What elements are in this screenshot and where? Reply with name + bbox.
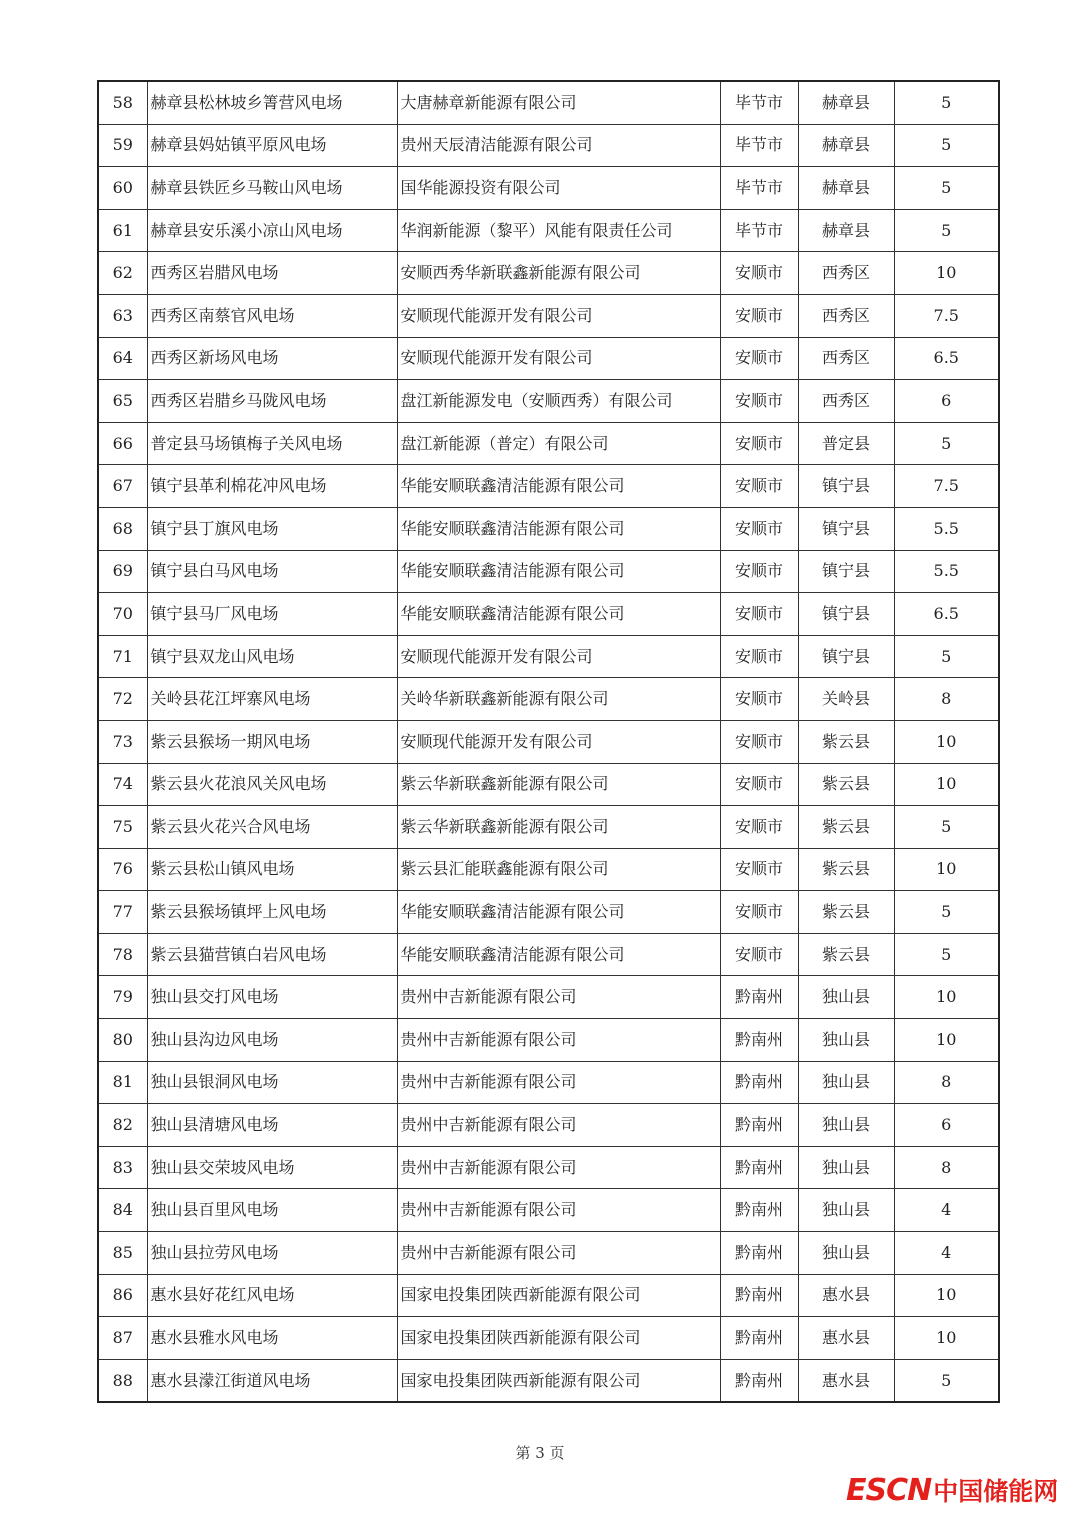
capacity-cell: 5 — [894, 806, 999, 849]
company-name-cell: 安顺现代能源开发有限公司 — [397, 337, 720, 380]
company-name-cell: 关岭华新联鑫新能源有限公司 — [397, 678, 720, 721]
county-cell: 惠水县 — [798, 1274, 894, 1317]
table-row — [98, 294, 999, 337]
city-cell: 安顺市 — [720, 422, 798, 465]
table-row — [98, 635, 999, 678]
company-name-cell: 贵州中吉新能源有限公司 — [397, 1232, 720, 1275]
table-row — [98, 465, 999, 508]
county-cell: 独山县 — [798, 1019, 894, 1062]
county-cell: 紫云县 — [798, 763, 894, 806]
city-cell: 安顺市 — [720, 252, 798, 295]
wind-farm-name-cell: 惠水县濛江街道风电场 — [147, 1359, 397, 1402]
watermark-cn: 中国储能网 — [933, 1477, 1059, 1506]
company-name-cell: 贵州中吉新能源有限公司 — [397, 1019, 720, 1062]
capacity-cell: 5 — [894, 891, 999, 934]
capacity-cell: 10 — [894, 720, 999, 763]
city-cell: 安顺市 — [720, 507, 798, 550]
company-name-cell: 贵州中吉新能源有限公司 — [397, 1189, 720, 1232]
city-cell: 黔南州 — [720, 1189, 798, 1232]
company-name-cell: 华能安顺联鑫清洁能源有限公司 — [397, 550, 720, 593]
county-cell: 西秀区 — [798, 252, 894, 295]
capacity-cell: 8 — [894, 1146, 999, 1189]
city-cell: 安顺市 — [720, 720, 798, 763]
county-cell: 独山县 — [798, 976, 894, 1019]
table-row — [98, 763, 999, 806]
wind-farm-name-cell: 镇宁县丁旗风电场 — [147, 507, 397, 550]
county-cell: 赫章县 — [798, 81, 894, 124]
county-cell: 镇宁县 — [798, 593, 894, 636]
row-number-cell: 72 — [98, 678, 147, 721]
capacity-cell: 10 — [894, 848, 999, 891]
row-number-cell: 68 — [98, 507, 147, 550]
capacity-cell: 7.5 — [894, 465, 999, 508]
table-row — [98, 1146, 999, 1189]
watermark-en: ESCN — [846, 1472, 932, 1508]
table-row — [98, 1104, 999, 1147]
capacity-cell: 5 — [894, 81, 999, 124]
wind-farm-name-cell: 独山县清塘风电场 — [147, 1104, 397, 1147]
wind-farm-name-cell: 独山县银洞风电场 — [147, 1061, 397, 1104]
wind-farm-name-cell: 西秀区南蔡官风电场 — [147, 294, 397, 337]
row-number-cell: 79 — [98, 976, 147, 1019]
city-cell: 安顺市 — [720, 294, 798, 337]
capacity-cell: 10 — [894, 252, 999, 295]
county-cell: 紫云县 — [798, 891, 894, 934]
table-row — [98, 593, 999, 636]
capacity-cell: 10 — [894, 1019, 999, 1062]
capacity-cell: 5 — [894, 933, 999, 976]
row-number-cell: 88 — [98, 1359, 147, 1402]
table-row — [98, 507, 999, 550]
table-row — [98, 209, 999, 252]
wind-farm-name-cell: 紫云县猴场一期风电场 — [147, 720, 397, 763]
row-number-cell: 86 — [98, 1274, 147, 1317]
company-name-cell: 华能安顺联鑫清洁能源有限公司 — [397, 465, 720, 508]
table-row — [98, 1019, 999, 1062]
company-name-cell: 安顺现代能源开发有限公司 — [397, 635, 720, 678]
city-cell: 黔南州 — [720, 1061, 798, 1104]
company-name-cell: 盘江新能源（普定）有限公司 — [397, 422, 720, 465]
capacity-cell: 6.5 — [894, 337, 999, 380]
county-cell: 独山县 — [798, 1232, 894, 1275]
table-row — [98, 337, 999, 380]
wind-farm-name-cell: 西秀区岩腊风电场 — [147, 252, 397, 295]
table-row — [98, 1232, 999, 1275]
wind-farm-name-cell: 独山县沟边风电场 — [147, 1019, 397, 1062]
company-name-cell: 安顺西秀华新联鑫新能源有限公司 — [397, 252, 720, 295]
company-name-cell: 国家电投集团陕西新能源有限公司 — [397, 1317, 720, 1360]
county-cell: 关岭县 — [798, 678, 894, 721]
table-row — [98, 976, 999, 1019]
county-cell: 惠水县 — [798, 1359, 894, 1402]
row-number-cell: 81 — [98, 1061, 147, 1104]
company-name-cell: 国家电投集团陕西新能源有限公司 — [397, 1359, 720, 1402]
wind-farm-name-cell: 紫云县猫营镇白岩风电场 — [147, 933, 397, 976]
capacity-cell: 5 — [894, 167, 999, 210]
city-cell: 黔南州 — [720, 1019, 798, 1062]
city-cell: 黔南州 — [720, 976, 798, 1019]
company-name-cell: 华能安顺联鑫清洁能源有限公司 — [397, 507, 720, 550]
row-number-cell: 75 — [98, 806, 147, 849]
row-number-cell: 63 — [98, 294, 147, 337]
company-name-cell: 国家电投集团陕西新能源有限公司 — [397, 1274, 720, 1317]
county-cell: 独山县 — [798, 1146, 894, 1189]
company-name-cell: 盘江新能源发电（安顺西秀）有限公司 — [397, 380, 720, 423]
company-name-cell: 国华能源投资有限公司 — [397, 167, 720, 210]
table-row — [98, 1317, 999, 1360]
wind-farm-name-cell: 西秀区新场风电场 — [147, 337, 397, 380]
row-number-cell: 82 — [98, 1104, 147, 1147]
row-number-cell: 87 — [98, 1317, 147, 1360]
capacity-cell: 6.5 — [894, 593, 999, 636]
county-cell: 赫章县 — [798, 124, 894, 167]
county-cell: 西秀区 — [798, 337, 894, 380]
county-cell: 赫章县 — [798, 209, 894, 252]
row-number-cell: 73 — [98, 720, 147, 763]
capacity-cell: 10 — [894, 976, 999, 1019]
wind-farm-name-cell: 紫云县松山镇风电场 — [147, 848, 397, 891]
company-name-cell: 贵州天辰清洁能源有限公司 — [397, 124, 720, 167]
wind-farm-name-cell: 独山县交打风电场 — [147, 976, 397, 1019]
row-number-cell: 70 — [98, 593, 147, 636]
capacity-cell: 5 — [894, 1359, 999, 1402]
city-cell: 黔南州 — [720, 1317, 798, 1360]
company-name-cell: 贵州中吉新能源有限公司 — [397, 976, 720, 1019]
table-row — [98, 1061, 999, 1104]
county-cell: 惠水县 — [798, 1317, 894, 1360]
row-number-cell: 58 — [98, 81, 147, 124]
city-cell: 黔南州 — [720, 1232, 798, 1275]
table-row — [98, 933, 999, 976]
row-number-cell: 66 — [98, 422, 147, 465]
row-number-cell: 59 — [98, 124, 147, 167]
city-cell: 毕节市 — [720, 81, 798, 124]
city-cell: 安顺市 — [720, 678, 798, 721]
city-cell: 安顺市 — [720, 848, 798, 891]
table-row — [98, 806, 999, 849]
escn-watermark-logo — [846, 1470, 1058, 1510]
company-name-cell: 华润新能源（黎平）风能有限责任公司 — [397, 209, 720, 252]
capacity-cell: 4 — [894, 1232, 999, 1275]
city-cell: 黔南州 — [720, 1104, 798, 1147]
company-name-cell: 贵州中吉新能源有限公司 — [397, 1061, 720, 1104]
table-row — [98, 550, 999, 593]
capacity-cell: 7.5 — [894, 294, 999, 337]
company-name-cell: 大唐赫章新能源有限公司 — [397, 81, 720, 124]
table-row — [98, 891, 999, 934]
table-row — [98, 252, 999, 295]
county-cell: 紫云县 — [798, 806, 894, 849]
capacity-cell: 5 — [894, 209, 999, 252]
row-number-cell: 71 — [98, 635, 147, 678]
capacity-cell: 10 — [894, 1317, 999, 1360]
wind-farm-name-cell: 独山县交荣坡风电场 — [147, 1146, 397, 1189]
county-cell: 紫云县 — [798, 720, 894, 763]
capacity-cell: 4 — [894, 1189, 999, 1232]
row-number-cell: 61 — [98, 209, 147, 252]
city-cell: 安顺市 — [720, 380, 798, 423]
county-cell: 赫章县 — [798, 167, 894, 210]
row-number-cell: 74 — [98, 763, 147, 806]
county-cell: 紫云县 — [798, 848, 894, 891]
county-cell: 普定县 — [798, 422, 894, 465]
county-cell: 镇宁县 — [798, 635, 894, 678]
wind-farm-name-cell: 独山县百里风电场 — [147, 1189, 397, 1232]
company-name-cell: 华能安顺联鑫清洁能源有限公司 — [397, 891, 720, 934]
company-name-cell: 贵州中吉新能源有限公司 — [397, 1146, 720, 1189]
city-cell: 黔南州 — [720, 1359, 798, 1402]
row-number-cell: 76 — [98, 848, 147, 891]
row-number-cell: 80 — [98, 1019, 147, 1062]
capacity-cell: 8 — [894, 678, 999, 721]
capacity-cell: 5.5 — [894, 550, 999, 593]
row-number-cell: 69 — [98, 550, 147, 593]
county-cell: 独山县 — [798, 1061, 894, 1104]
capacity-cell: 6 — [894, 380, 999, 423]
wind-farm-name-cell: 赫章县铁匠乡马鞍山风电场 — [147, 167, 397, 210]
table-row — [98, 167, 999, 210]
county-cell: 独山县 — [798, 1189, 894, 1232]
wind-farm-name-cell: 赫章县安乐溪小凉山风电场 — [147, 209, 397, 252]
table-row — [98, 1359, 999, 1402]
table-row — [98, 848, 999, 891]
company-name-cell: 安顺现代能源开发有限公司 — [397, 294, 720, 337]
capacity-cell: 8 — [894, 1061, 999, 1104]
county-cell: 独山县 — [798, 1104, 894, 1147]
county-cell: 西秀区 — [798, 380, 894, 423]
city-cell: 安顺市 — [720, 933, 798, 976]
table-row — [98, 720, 999, 763]
city-cell: 毕节市 — [720, 209, 798, 252]
city-cell: 毕节市 — [720, 167, 798, 210]
wind-farm-name-cell: 紫云县火花浪风关风电场 — [147, 763, 397, 806]
city-cell: 安顺市 — [720, 593, 798, 636]
county-cell: 镇宁县 — [798, 550, 894, 593]
wind-farm-name-cell: 普定县马场镇梅子关风电场 — [147, 422, 397, 465]
row-number-cell: 65 — [98, 380, 147, 423]
table-row — [98, 1274, 999, 1317]
company-name-cell: 紫云华新联鑫新能源有限公司 — [397, 763, 720, 806]
city-cell: 安顺市 — [720, 806, 798, 849]
company-name-cell: 华能安顺联鑫清洁能源有限公司 — [397, 593, 720, 636]
wind-farm-name-cell: 镇宁县革利棉花冲风电场 — [147, 465, 397, 508]
row-number-cell: 84 — [98, 1189, 147, 1232]
company-name-cell: 紫云县汇能联鑫能源有限公司 — [397, 848, 720, 891]
wind-farm-name-cell: 赫章县松林坡乡箐营风电场 — [147, 81, 397, 124]
wind-farm-name-cell: 惠水县雅水风电场 — [147, 1317, 397, 1360]
row-number-cell: 62 — [98, 252, 147, 295]
page-number: 第 3 页 — [515, 1444, 565, 1462]
row-number-cell: 77 — [98, 891, 147, 934]
wind-farm-name-cell: 紫云县猴场镇坪上风电场 — [147, 891, 397, 934]
row-number-cell: 60 — [98, 167, 147, 210]
city-cell: 安顺市 — [720, 550, 798, 593]
row-number-cell: 85 — [98, 1232, 147, 1275]
capacity-cell: 5.5 — [894, 507, 999, 550]
row-number-cell: 67 — [98, 465, 147, 508]
row-number-cell: 78 — [98, 933, 147, 976]
table-row — [98, 678, 999, 721]
company-name-cell: 安顺现代能源开发有限公司 — [397, 720, 720, 763]
city-cell: 安顺市 — [720, 635, 798, 678]
capacity-cell: 10 — [894, 1274, 999, 1317]
capacity-cell: 6 — [894, 1104, 999, 1147]
city-cell: 黔南州 — [720, 1274, 798, 1317]
city-cell: 毕节市 — [720, 124, 798, 167]
table-row — [98, 1189, 999, 1232]
wind-farm-name-cell: 镇宁县马厂风电场 — [147, 593, 397, 636]
table-row — [98, 81, 999, 124]
capacity-cell: 5 — [894, 422, 999, 465]
wind-farm-table — [97, 80, 1000, 1403]
table-body — [98, 81, 999, 1402]
wind-farm-name-cell: 关岭县花江坪寨风电场 — [147, 678, 397, 721]
county-cell: 西秀区 — [798, 294, 894, 337]
wind-farm-name-cell: 镇宁县白马风电场 — [147, 550, 397, 593]
row-number-cell: 83 — [98, 1146, 147, 1189]
wind-farm-name-cell: 紫云县火花兴合风电场 — [147, 806, 397, 849]
county-cell: 紫云县 — [798, 933, 894, 976]
company-name-cell: 华能安顺联鑫清洁能源有限公司 — [397, 933, 720, 976]
wind-farm-name-cell: 西秀区岩腊乡马陇风电场 — [147, 380, 397, 423]
company-name-cell: 紫云华新联鑫新能源有限公司 — [397, 806, 720, 849]
table-row — [98, 422, 999, 465]
county-cell: 镇宁县 — [798, 507, 894, 550]
city-cell: 安顺市 — [720, 891, 798, 934]
wind-farm-name-cell: 独山县拉劳风电场 — [147, 1232, 397, 1275]
city-cell: 黔南州 — [720, 1146, 798, 1189]
wind-farm-name-cell: 惠水县好花红风电场 — [147, 1274, 397, 1317]
city-cell: 安顺市 — [720, 465, 798, 508]
wind-farm-name-cell: 镇宁县双龙山风电场 — [147, 635, 397, 678]
company-name-cell: 贵州中吉新能源有限公司 — [397, 1104, 720, 1147]
county-cell: 镇宁县 — [798, 465, 894, 508]
city-cell: 安顺市 — [720, 763, 798, 806]
table-row — [98, 380, 999, 423]
row-number-cell: 64 — [98, 337, 147, 380]
capacity-cell: 5 — [894, 635, 999, 678]
capacity-cell: 5 — [894, 124, 999, 167]
wind-farm-name-cell: 赫章县妈姑镇平原风电场 — [147, 124, 397, 167]
capacity-cell: 10 — [894, 763, 999, 806]
table-row — [98, 124, 999, 167]
city-cell: 安顺市 — [720, 337, 798, 380]
